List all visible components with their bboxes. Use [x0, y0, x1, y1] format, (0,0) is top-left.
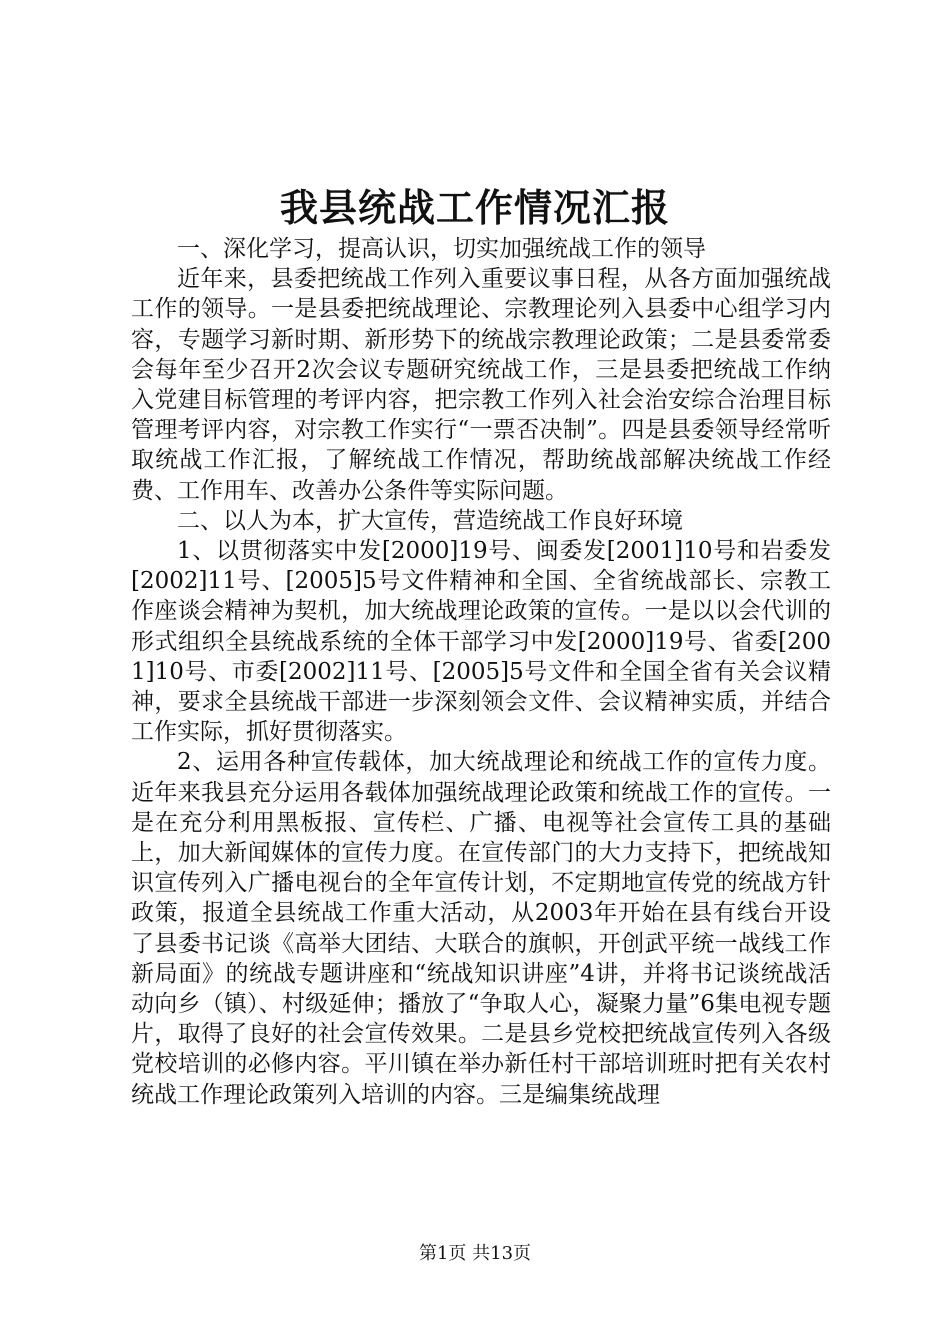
document-body	[131, 234, 831, 1110]
document-title: 我县统战工作情况汇报	[279, 185, 670, 230]
paragraph: 近年来，县委把统战工作列入重要议事日程，从各方面加强统战工作的领导。一是县委把统战理论、宗教理论列入县委中心组学习内容，专题学习新时期、新形势下的统战宗教理论政策；二是县委常委会每年至少召开2次会议专题研究统战工作，三是县委把统战工作纳入党建目标管理的考评内容，把宗教工作列入社会治安综合治理目标管理考评内容，对宗教工作实行“一票否决制”。四是县委领导经常听取统战工作汇报，了解统战工作情况，帮助统战部解决统战工作经费、工作用车、改善办公条件等实际问题。	[131, 266, 831, 504]
paragraph: 1、以贯彻落实中发[2000]19号、闽委发[2001]10号和岩委发[2002]11号、[2005]5号文件精神和全国、全省统战部长、宗教工作座谈会精神为契机，加大统战理论政策的宣传。一是以以会代训的形式组织全县统战系统的全体干部学习中发[2000]19号、省委[2001]10号、市委[2002]11号、[2005]5号文件和全国全省有关会议精神，要求全县统战干部进一步深刻领会文件、会议精神实质，并结合工作实际，抓好贯彻落实。	[131, 538, 831, 746]
section-heading-1: 一、深化学习，提高认识，切实加强统战工作的领导	[177, 236, 706, 262]
paragraph: 2、运用各种宣传载体，加大统战理论和统战工作的宣传力度。近年来我县充分运用各载体加强统战理论政策和统战工作的宣传。一是在充分利用黑板报、宣传栏、广播、电视等社会宣传工具的基础上，加大新闻媒体的宣传力度。在宣传部门的大力支持下，把统战知识宣传列入广播电视台的全年宣传计划，不定期地宣传党的统战方针政策，报道全县统战工作重大活动，从2003年开始在县有线台开设了县委书记谈《高举大团结、大联合的旗帜，开创武平统一战线工作新局面》的统战专题讲座和“统战知识讲座”4讲，并将书记谈统战活动向乡（镇）、村级延伸；播放了“争取人心，凝聚力量”6集电视专题片，取得了良好的社会宣传效果。二是县乡党校把统战宣传列入各级党校培训的必修内容。平川镇在举办新任村干部培训班时把有关农村统战工作理论政策列入培训的内容。三是编集统战理	[131, 749, 831, 1108]
page-footer: 第1页 共13页	[418, 1243, 532, 1264]
section-heading-2: 二、以人为本，扩大宣传，营造统战工作良好环境	[177, 507, 683, 534]
